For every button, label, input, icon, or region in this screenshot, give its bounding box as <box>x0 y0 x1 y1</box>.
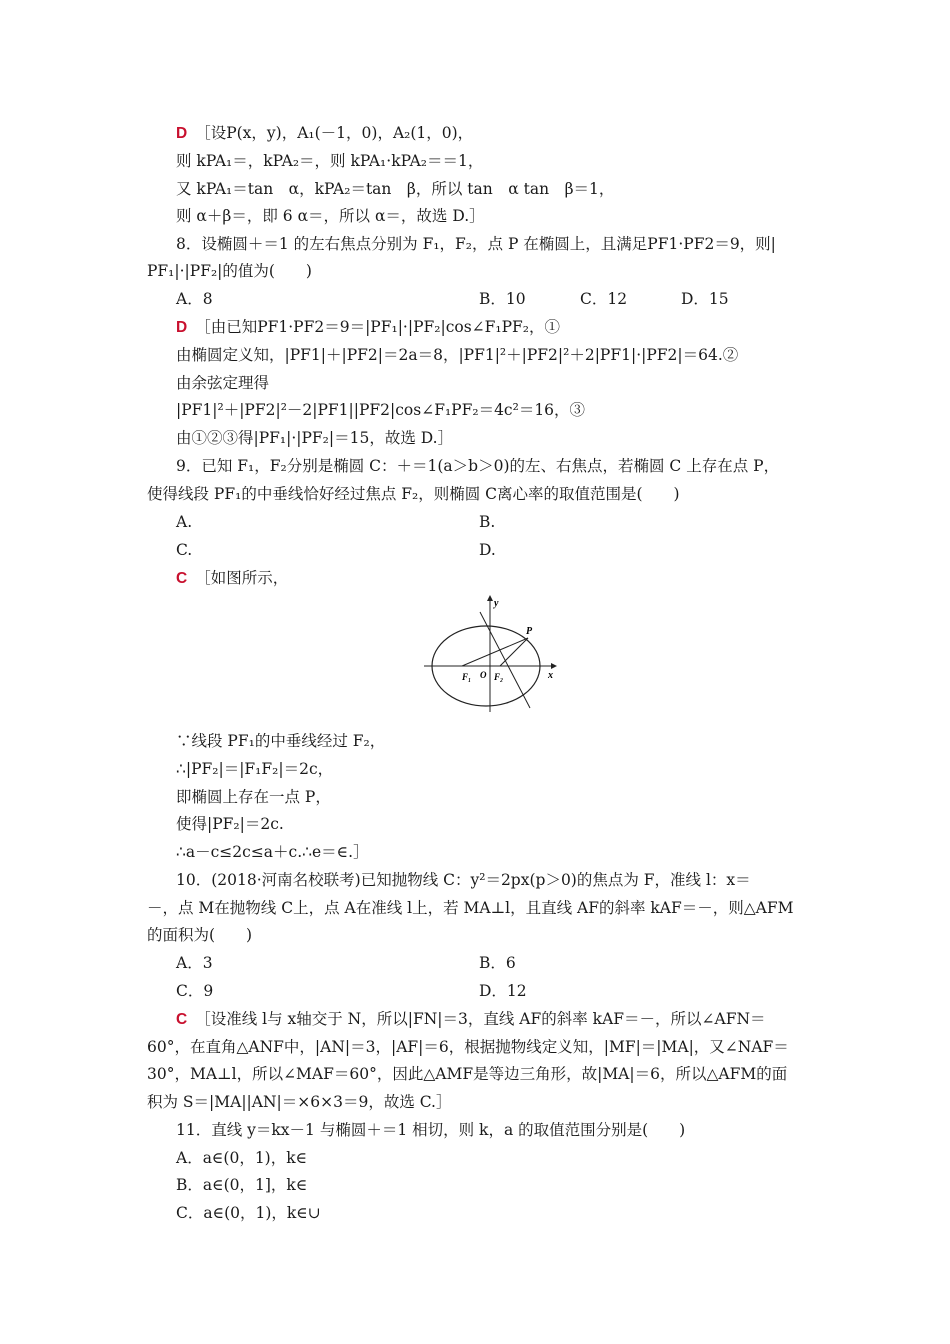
q9-solution-line-6: ∴a－c≤2c≤a＋c.∴e＝∈.］ <box>176 843 369 861</box>
q9-option-a: A. <box>176 513 193 531</box>
answer-letter: D <box>176 125 188 142</box>
q8-stem-line-1: 8．设椭圆＋＝1 的左右焦点分别为 F₁，F₂，点 P 在椭圆上，且满足PF1·PF2＝9，则| <box>176 235 776 253</box>
label-y: y <box>494 598 499 609</box>
q7-solution-line-2: 则 kPA₁＝，kPA₂＝，则 kPA₁·kPA₂＝＝1， <box>176 152 484 170</box>
q9-option-d: D. <box>479 541 496 559</box>
q10-solution-line-4: 积为 S＝|MA||AN|＝×6×3＝9，故选 C.］ <box>147 1093 452 1111</box>
q9-solution-line-2: ∵线段 PF₁的中垂线经过 F₂， <box>176 732 386 750</box>
q10-solution-text: ［设准线 l与 x轴交于 N，所以|FN|＝3，直线 AF的斜率 kAF＝－，所以∠AFN＝ <box>195 1010 766 1028</box>
segment-pf1 <box>462 638 528 666</box>
q11-stem: 11．直线 y＝kx－1 与椭圆＋＝1 相切，则 k，a 的取值范围分别是( ) <box>176 1121 686 1139</box>
q8-solution-line-1 <box>176 316 560 339</box>
q9-solution-line-5: 使得|PF₂|＝2c. <box>176 815 284 833</box>
q9-option-c: C. <box>176 541 193 559</box>
q9-stem-line-2: 使得线段 PF₁的中垂线恰好经过焦点 F₂，则椭圆 C离心率的取值范围是( ) <box>147 485 680 503</box>
q11-option-c: C．a∈(0，1)，k∈∪ <box>176 1204 321 1222</box>
q11-option-a: A．a∈(0，1)，k∈ <box>176 1149 308 1167</box>
label-f2: F₂ <box>494 672 504 682</box>
label-f1: F₁ <box>462 672 472 682</box>
q8-solution-line-4: |PF1|²＋|PF2|²－2|PF1||PF2|cos∠F₁PF₂＝4c²＝16，③ <box>176 401 586 419</box>
q8-stem-line-2: PF₁|·|PF₂|的值为( ) <box>147 262 312 280</box>
q9-stem-line-1: 9．已知 F₁，F₂分别是椭圆 C：＋＝1(a＞b＞0)的左、右焦点，若椭圆 C 上存在点 P， <box>176 457 780 475</box>
q7-solution-line-3: 又 kPA₁＝tan α，kPA₂＝tan β，所以 tan α tan β＝1， <box>176 180 615 198</box>
answer-letter: C <box>176 570 188 587</box>
q8-solution-text: ［由已知PF1·PF2＝9＝|PF₁|·|PF₂|cos∠F₁PF₂，① <box>195 318 561 336</box>
q10-option-b: B．6 <box>479 954 516 972</box>
q9-option-b: B. <box>479 513 496 531</box>
ellipse-figure <box>424 594 564 714</box>
q8-option-c: C．12 <box>580 290 628 308</box>
q8-option-b: B．10 <box>479 290 526 308</box>
q10-option-d: D．12 <box>479 982 527 1000</box>
q8-option-d: D．15 <box>681 290 729 308</box>
q10-solution-line-1 <box>176 1008 766 1031</box>
q10-solution-line-3: 30°，MA⊥l，所以∠MAF＝60°，因此△AMF是等边三角形，故|MA|＝6，所以△AFM的面 <box>147 1065 788 1083</box>
label-p: P <box>526 626 533 637</box>
label-x: x <box>548 670 553 681</box>
q10-stem-line-1: 10．(2018·河南名校联考)已知抛物线 C：y²＝2px(p＞0)的焦点为 F，准线 l：x＝ <box>176 871 751 889</box>
q9-solution-line-4: 即椭圆上存在一点 P， <box>176 788 331 806</box>
q10-option-c: C．9 <box>176 982 214 1000</box>
label-o: O <box>480 670 487 680</box>
q7-solution-line-1 <box>176 122 473 145</box>
q9-solution-line-3: ∴|PF₂|＝|F₁F₂|＝2c， <box>176 760 334 778</box>
q8-option-a: A．8 <box>176 290 213 308</box>
perpendicular-bisector <box>480 612 530 708</box>
q7-solution-line-4: 则 α＋β＝，即 6 α＝，所以 α＝，故选 D.］ <box>176 207 485 225</box>
q11-option-b: B．a∈(0，1]，k∈ <box>176 1176 308 1194</box>
q9-solution-line-1 <box>176 567 288 590</box>
q8-solution-line-5: 由①②③得|PF₁|·|PF₂|＝15，故选 D.］ <box>176 429 454 447</box>
q8-solution-line-2: 由椭圆定义知，|PF1|＋|PF2|＝2a＝8，|PF1|²＋|PF2|²＋2|PF1|·|PF2|＝64.② <box>176 346 739 364</box>
q10-solution-line-2: 60°，在直角△ANF中，|AN|＝3，|AF|＝6，根据抛物线定义知，|MF|＝|MA|，又∠NAF＝ <box>147 1038 789 1056</box>
answer-letter: D <box>176 319 188 336</box>
q9-solution-text: ［如图所示， <box>195 569 289 587</box>
q8-solution-line-3: 由余弦定理得 <box>176 374 270 392</box>
q10-option-a: A．3 <box>176 954 213 972</box>
q10-stem-line-3: 的面积为( ) <box>147 926 253 944</box>
answer-letter: C <box>176 1011 188 1028</box>
segment-pf2 <box>500 638 528 666</box>
q7-solution-text: ［设P(x，y)，A₁(－1，0)，A₂(1，0)， <box>195 124 474 142</box>
q10-stem-line-2: －，点 M在抛物线 C上，点 A在准线 l上，若 MA⊥l，且直线 AF的斜率 kAF＝－，则△AFM <box>147 899 794 917</box>
